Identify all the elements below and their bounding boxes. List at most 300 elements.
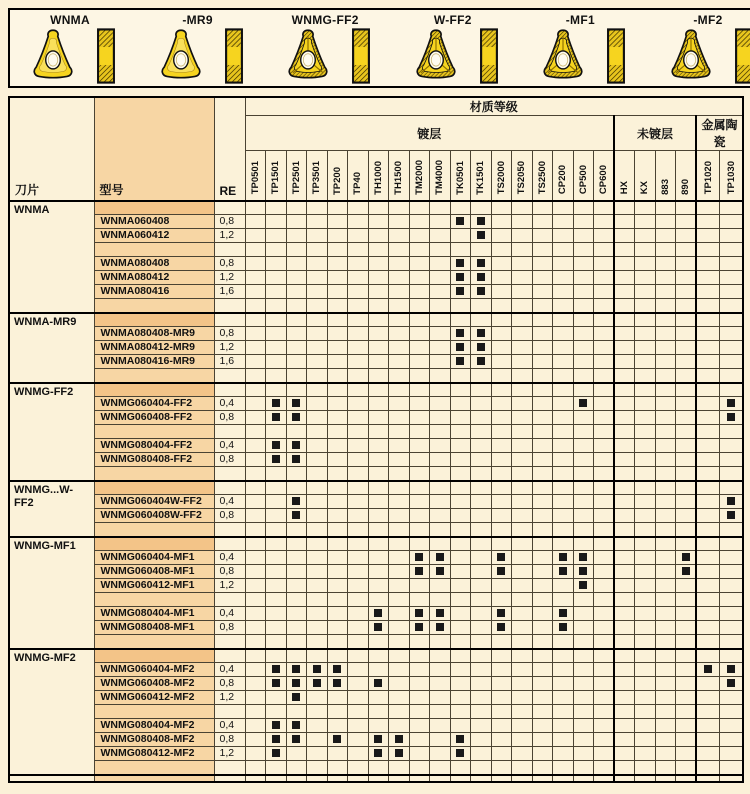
grade-cell — [245, 747, 266, 761]
grade-cell — [696, 327, 720, 341]
table-row — [9, 327, 743, 341]
grade-cell — [409, 201, 430, 215]
grade-mark-cell-TM4000 — [430, 565, 451, 579]
grade-cell — [512, 607, 533, 621]
model-cell: WNMA080412-MR9 — [94, 341, 214, 355]
grade-label: TK1501 — [475, 160, 487, 195]
grade-cell — [389, 579, 410, 593]
grade-cell — [676, 397, 697, 411]
grade-cell — [553, 691, 574, 705]
grade-cell — [573, 467, 594, 481]
grade-cell — [512, 733, 533, 747]
table-row — [9, 257, 743, 271]
insert-figure-shapes — [407, 28, 499, 84]
grade-cell — [348, 369, 369, 383]
grade-cell — [286, 425, 307, 439]
grade-cell — [307, 635, 328, 649]
grade-column-header-TP0501 — [245, 151, 266, 201]
grade-cell — [594, 537, 615, 551]
availability-square-icon — [477, 231, 485, 239]
grade-cell — [532, 229, 553, 243]
grade-cell — [307, 523, 328, 537]
grade-cell — [389, 453, 410, 467]
grade-mark-cell-TP1501 — [266, 411, 287, 425]
availability-square-icon — [313, 679, 321, 687]
grade-cell — [512, 481, 533, 495]
grade-cell — [450, 775, 471, 782]
grade-cell — [450, 663, 471, 677]
grade-cell — [368, 383, 389, 397]
grade-cell — [266, 621, 287, 635]
grade-cell — [573, 327, 594, 341]
grade-cell — [512, 285, 533, 299]
grade-cell — [720, 243, 744, 257]
grade-cell — [614, 467, 635, 481]
grade-mark-cell-TH1000 — [368, 677, 389, 691]
grade-cell — [430, 467, 451, 481]
grade-cell — [594, 775, 615, 782]
grade-cell — [594, 509, 615, 523]
re-cell: 0,4 — [214, 397, 245, 411]
grade-cell — [286, 607, 307, 621]
grade-cell — [348, 313, 369, 327]
grade-mark-cell-TM2000 — [409, 621, 430, 635]
grade-cell — [245, 369, 266, 383]
grade-cell — [512, 691, 533, 705]
grade-cell — [450, 243, 471, 257]
availability-square-icon — [292, 693, 300, 701]
grade-cell — [614, 635, 635, 649]
grade-cell — [696, 243, 720, 257]
grade-cell — [614, 425, 635, 439]
grade-cell — [286, 229, 307, 243]
trigon-insert-detailed-icon — [662, 28, 720, 84]
grade-cell — [720, 229, 744, 243]
grade-cell — [471, 243, 492, 257]
grade-cell — [720, 439, 744, 453]
grade-cell — [450, 621, 471, 635]
grade-cell — [676, 481, 697, 495]
grade-cell — [307, 747, 328, 761]
grade-label: TK0501 — [454, 160, 466, 195]
grade-cell — [430, 355, 451, 369]
grade-cell — [720, 201, 744, 215]
grade-cell — [409, 719, 430, 733]
grade-cell — [573, 733, 594, 747]
grade-cell — [696, 215, 720, 229]
model-cell: WNMA080408 — [94, 257, 214, 271]
grade-cell — [409, 747, 430, 761]
grade-cell — [430, 691, 451, 705]
grade-mark-cell-TP2501 — [286, 411, 307, 425]
grade-cell — [532, 747, 553, 761]
grade-cell — [307, 439, 328, 453]
grade-cell — [471, 733, 492, 747]
grade-cell — [368, 271, 389, 285]
table-row — [9, 691, 743, 705]
grade-cell — [676, 229, 697, 243]
grade-cell — [286, 257, 307, 271]
re-cell-empty — [214, 705, 245, 719]
grade-cell — [389, 761, 410, 775]
section-WNMG-W-FF2 — [9, 481, 743, 537]
grade-cell — [327, 593, 348, 607]
re-cell-empty — [214, 383, 245, 397]
grade-cell — [614, 775, 635, 782]
grade-cell — [471, 369, 492, 383]
grade-cell — [348, 565, 369, 579]
availability-square-icon — [497, 553, 505, 561]
grade-cell — [245, 761, 266, 775]
grade-column-header-KX — [635, 151, 656, 201]
grade-cell — [655, 677, 676, 691]
grade-cell — [389, 551, 410, 565]
grade-mark-cell-TP1030 — [720, 677, 744, 691]
grade-cell — [368, 369, 389, 383]
grade-cell — [348, 411, 369, 425]
grade-cell — [532, 355, 553, 369]
grade-mark-cell-TP1501 — [266, 453, 287, 467]
model-cell-empty — [94, 243, 214, 257]
grade-cell — [655, 691, 676, 705]
insert-figure-MF1 — [534, 10, 626, 84]
re-cell: 1,2 — [214, 691, 245, 705]
grade-label: TP1030 — [725, 161, 737, 195]
table-row — [9, 565, 743, 579]
model-cell-empty — [94, 705, 214, 719]
availability-square-icon — [292, 399, 300, 407]
grade-cell — [471, 761, 492, 775]
grade-cell — [471, 383, 492, 397]
grade-cell — [348, 425, 369, 439]
grade-cell — [409, 579, 430, 593]
grade-cell — [696, 747, 720, 761]
grade-cell — [696, 425, 720, 439]
grade-cell — [532, 607, 553, 621]
grade-cell — [266, 271, 287, 285]
grade-cell — [389, 439, 410, 453]
re-cell-empty — [214, 201, 245, 215]
col-header-insert: 刀片 — [9, 97, 94, 201]
grade-cell — [532, 341, 553, 355]
grade-cell — [327, 621, 348, 635]
grade-cell — [676, 215, 697, 229]
table-row — [9, 439, 743, 453]
grade-cell — [720, 425, 744, 439]
availability-square-icon — [272, 721, 280, 729]
grade-cell — [614, 481, 635, 495]
insert-figure-label: -MF2 — [693, 13, 723, 27]
grade-cell — [327, 551, 348, 565]
grade-cell — [512, 327, 533, 341]
grade-cell — [696, 411, 720, 425]
grade-cell — [635, 719, 656, 733]
grade-cell — [532, 705, 553, 719]
grade-cell — [266, 257, 287, 271]
availability-square-icon — [497, 623, 505, 631]
grade-cell — [348, 607, 369, 621]
grade-cell — [266, 775, 287, 782]
grade-cell — [635, 607, 656, 621]
availability-square-icon — [374, 735, 382, 743]
grade-cell — [676, 285, 697, 299]
grade-column-header-TH1000 — [368, 151, 389, 201]
grade-cell — [573, 215, 594, 229]
grade-cell — [450, 397, 471, 411]
grade-cell — [409, 397, 430, 411]
availability-square-icon — [579, 399, 587, 407]
grade-label: TS2050 — [516, 161, 528, 195]
grade-cell — [655, 327, 676, 341]
grade-mark-cell-TP3501 — [307, 663, 328, 677]
grade-cell — [450, 635, 471, 649]
grade-cell — [491, 243, 512, 257]
grade-cell — [266, 495, 287, 509]
grade-cell — [614, 215, 635, 229]
grade-cell — [348, 341, 369, 355]
grade-cell — [655, 369, 676, 383]
grade-cell — [573, 537, 594, 551]
insert-style-banner — [8, 8, 750, 88]
grade-cell — [614, 229, 635, 243]
grade-cell — [573, 677, 594, 691]
grade-cell — [245, 481, 266, 495]
insert-figure-label: -MF1 — [565, 13, 595, 27]
grade-cell — [594, 313, 615, 327]
insert-figure-shapes — [152, 28, 244, 84]
grade-cell — [696, 355, 720, 369]
grade-cell — [720, 551, 744, 565]
grade-cell — [635, 621, 656, 635]
grade-cell — [327, 313, 348, 327]
grade-cell — [512, 257, 533, 271]
insert-figure-MF2 — [662, 10, 750, 84]
grade-cell — [696, 761, 720, 775]
grade-cell — [307, 369, 328, 383]
grade-cell — [655, 243, 676, 257]
grade-mark-cell-TP1030 — [720, 411, 744, 425]
grade-cell — [327, 271, 348, 285]
grade-cell — [245, 383, 266, 397]
table-row — [9, 201, 743, 215]
grade-cell — [676, 579, 697, 593]
grade-cell — [368, 411, 389, 425]
grade-cell — [409, 663, 430, 677]
grade-label: CP600 — [598, 165, 609, 195]
grade-cell — [676, 775, 697, 782]
grade-cell — [512, 537, 533, 551]
grade-cell — [471, 453, 492, 467]
grade-cell — [573, 201, 594, 215]
grade-cell — [512, 397, 533, 411]
grade-cell — [532, 523, 553, 537]
grade-cell — [655, 383, 676, 397]
grade-cell — [512, 663, 533, 677]
grade-cell — [430, 677, 451, 691]
grade-cell — [471, 509, 492, 523]
grade-cell — [389, 481, 410, 495]
table-row — [9, 229, 743, 243]
table-row — [9, 747, 743, 761]
grade-cell — [389, 663, 410, 677]
grade-column-header-TM4000 — [430, 151, 451, 201]
grade-cell — [348, 467, 369, 481]
grade-cell — [286, 705, 307, 719]
table-blank-row — [9, 705, 743, 719]
grade-cell — [307, 593, 328, 607]
grade-mark-cell-TM2000 — [409, 565, 430, 579]
grade-cell — [655, 495, 676, 509]
grade-cell — [430, 635, 451, 649]
grade-cell — [655, 565, 676, 579]
grade-cell — [266, 537, 287, 551]
grade-cell — [348, 439, 369, 453]
model-cell-empty — [94, 481, 214, 495]
grade-cell — [430, 411, 451, 425]
availability-square-icon — [374, 679, 382, 687]
grade-cell — [676, 355, 697, 369]
grade-cell — [594, 257, 615, 271]
grade-cell — [327, 355, 348, 369]
grade-cell — [655, 481, 676, 495]
grade-cell — [676, 299, 697, 313]
grade-cell — [286, 355, 307, 369]
grade-cell — [553, 383, 574, 397]
grade-cell — [327, 691, 348, 705]
grade-cell — [676, 243, 697, 257]
availability-square-icon — [272, 441, 280, 449]
grade-cell — [286, 593, 307, 607]
grade-cell — [245, 733, 266, 747]
grade-cell — [389, 397, 410, 411]
table-blank-row — [9, 593, 743, 607]
grade-cell — [696, 481, 720, 495]
grade-mark-cell-TM2000 — [409, 607, 430, 621]
grade-cell — [389, 425, 410, 439]
grade-cell — [573, 229, 594, 243]
grade-column-header-TS2000 — [491, 151, 512, 201]
grade-cell — [491, 537, 512, 551]
grade-cell — [348, 649, 369, 663]
grade-mark-cell-TH1500 — [389, 747, 410, 761]
availability-square-icon — [436, 567, 444, 575]
grade-cell — [720, 747, 744, 761]
availability-square-icon — [682, 567, 690, 575]
grade-cell — [614, 439, 635, 453]
grade-cell — [286, 299, 307, 313]
grade-cell — [635, 201, 656, 215]
availability-square-icon — [559, 623, 567, 631]
grade-mark-cell-TP2501 — [286, 719, 307, 733]
grade-cell — [307, 607, 328, 621]
grade-cell — [348, 243, 369, 257]
grade-cell — [532, 495, 553, 509]
grade-cell — [532, 369, 553, 383]
availability-square-icon — [272, 455, 280, 463]
grade-cell — [491, 579, 512, 593]
grade-cell — [327, 467, 348, 481]
grade-cell — [676, 369, 697, 383]
header-group-coated: 镀层 — [245, 116, 614, 151]
grade-cell — [491, 719, 512, 733]
grade-cell — [430, 285, 451, 299]
re-cell: 0,8 — [214, 215, 245, 229]
grade-mark-cell-CP500 — [573, 579, 594, 593]
grade-cell — [327, 537, 348, 551]
grade-cell — [450, 453, 471, 467]
grade-cell — [389, 355, 410, 369]
grade-cell — [512, 649, 533, 663]
grade-cell — [286, 271, 307, 285]
grade-cell — [409, 355, 430, 369]
grade-cell — [266, 579, 287, 593]
grade-cell — [635, 229, 656, 243]
insert-figure-label: -MR9 — [182, 13, 213, 27]
grade-cell — [471, 663, 492, 677]
grade-cell — [614, 397, 635, 411]
grade-cell — [327, 229, 348, 243]
grade-cell — [307, 579, 328, 593]
grade-mark-cell-TP1501 — [266, 663, 287, 677]
section-WNMG-MF1 — [9, 537, 743, 649]
grade-cell — [307, 565, 328, 579]
grade-cell — [389, 719, 410, 733]
grade-cell — [594, 467, 615, 481]
grade-cell — [327, 775, 348, 782]
grade-mark-cell-TM2000 — [409, 551, 430, 565]
grade-column-header-TP1501 — [266, 151, 287, 201]
grade-cell — [491, 761, 512, 775]
grade-cell — [348, 705, 369, 719]
grade-cell — [614, 621, 635, 635]
grade-mark-cell-TP2501 — [286, 439, 307, 453]
grade-cell — [635, 593, 656, 607]
availability-square-icon — [456, 343, 464, 351]
table-row — [9, 341, 743, 355]
grade-cell — [471, 397, 492, 411]
grade-cell — [512, 215, 533, 229]
grade-cell — [471, 313, 492, 327]
model-cell: WNMG060412-MF2 — [94, 691, 214, 705]
grade-cell — [532, 579, 553, 593]
model-cell: WNMA080412 — [94, 271, 214, 285]
grade-cell — [553, 719, 574, 733]
grade-cell — [696, 677, 720, 691]
grade-cell — [471, 467, 492, 481]
grade-cell — [614, 579, 635, 593]
grade-cell — [676, 383, 697, 397]
grade-cell — [655, 719, 676, 733]
grade-cell — [471, 537, 492, 551]
grade-cell — [491, 327, 512, 341]
grade-cell — [720, 481, 744, 495]
grade-cell — [266, 467, 287, 481]
grade-cell — [614, 453, 635, 467]
trigon-insert-detailed-icon — [534, 28, 592, 84]
grade-cell — [491, 495, 512, 509]
model-cell: WNMG080404-MF1 — [94, 607, 214, 621]
grade-label: TM2000 — [413, 159, 425, 195]
grade-cell — [635, 327, 656, 341]
grade-cell — [491, 397, 512, 411]
grade-cell — [720, 369, 744, 383]
grade-cell — [245, 495, 266, 509]
grade-cell — [245, 719, 266, 733]
grade-cell — [594, 495, 615, 509]
grade-cell — [532, 733, 553, 747]
grade-cell — [368, 537, 389, 551]
grade-cell — [266, 649, 287, 663]
